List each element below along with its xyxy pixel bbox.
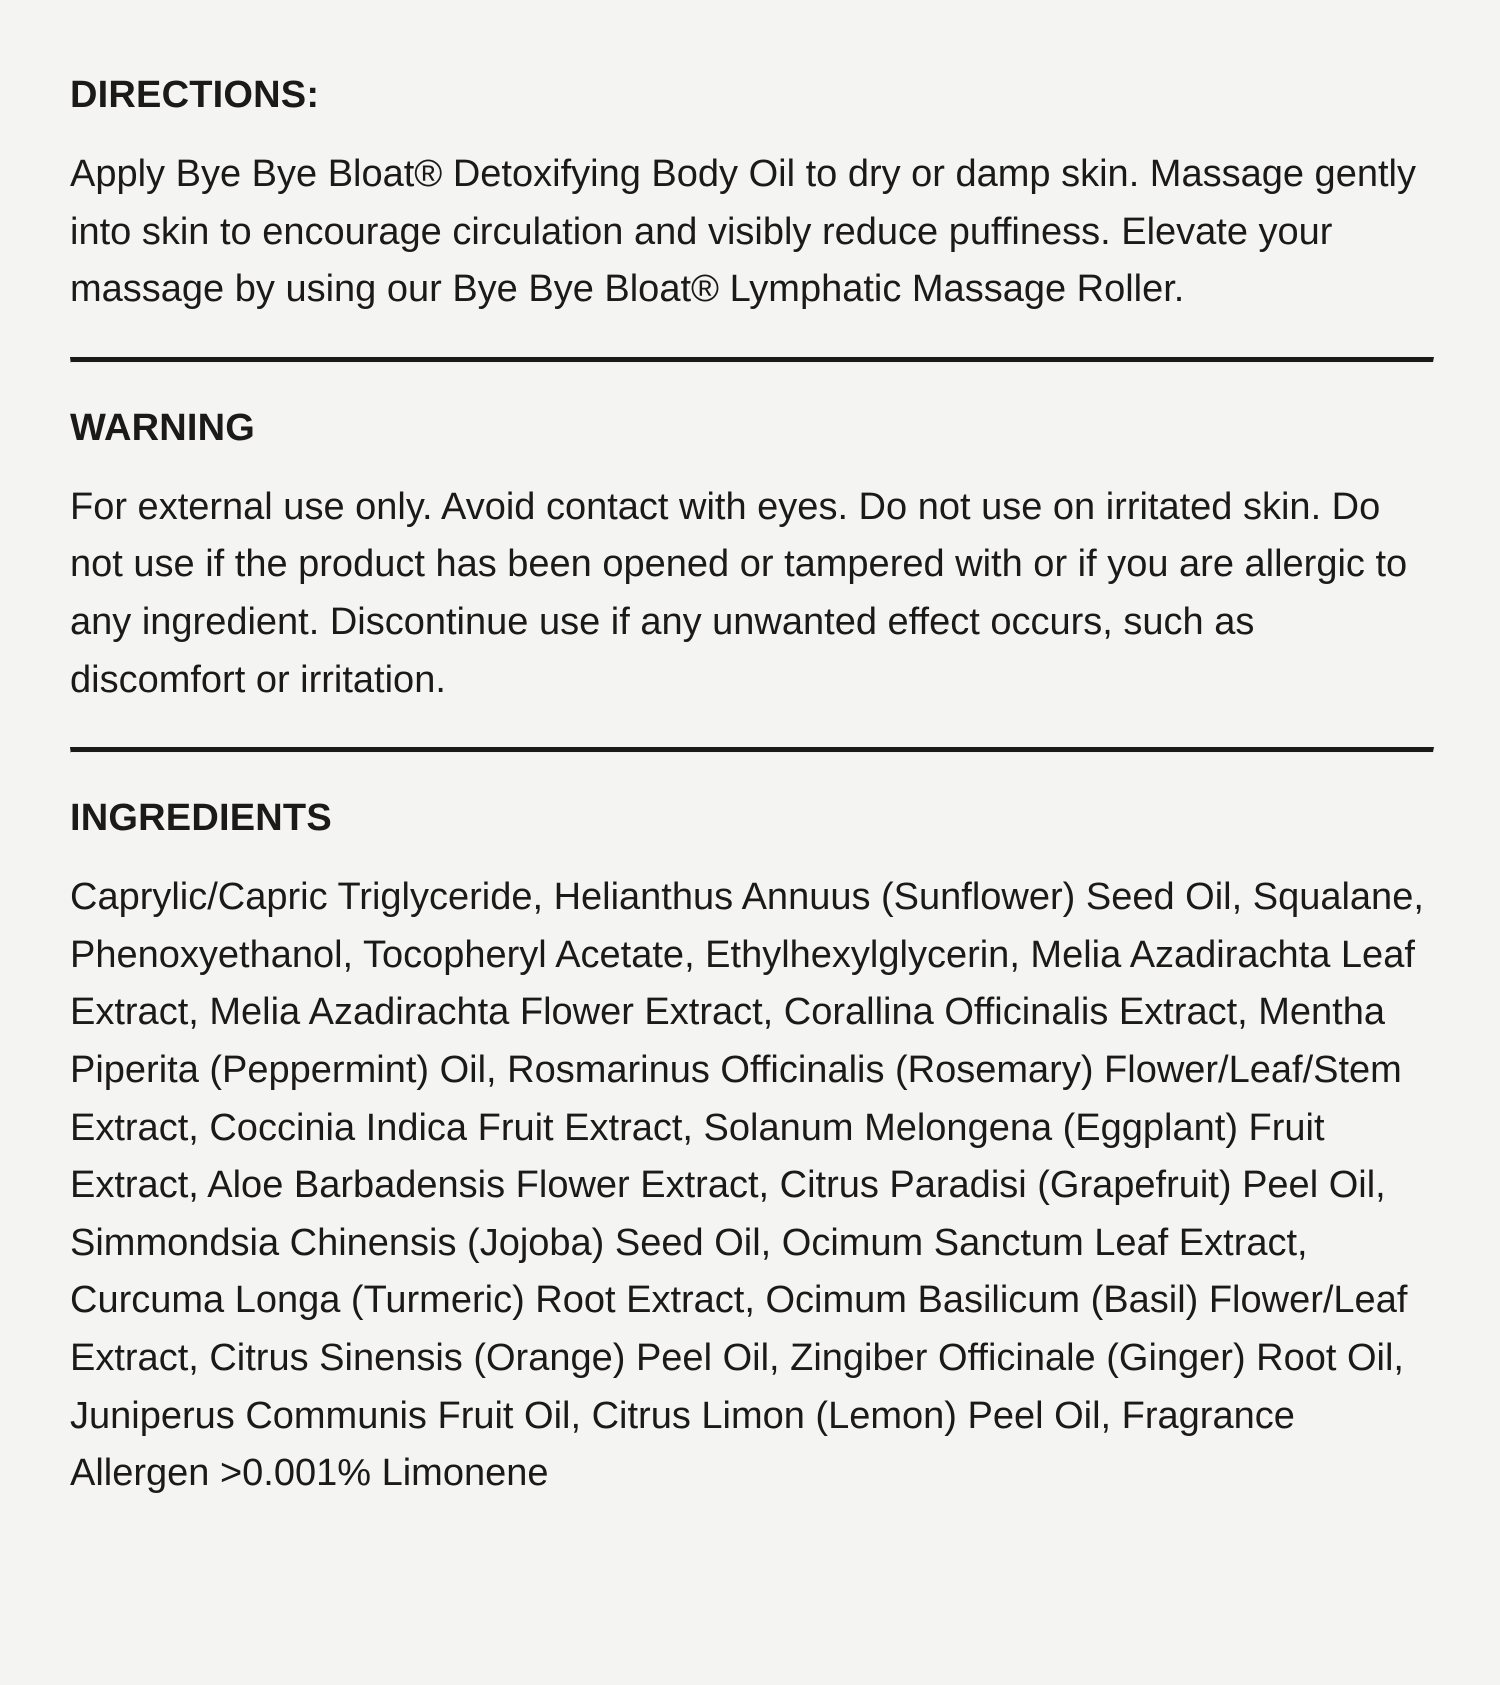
- section-divider: [70, 747, 1434, 753]
- ingredients-heading: INGREDIENTS: [70, 797, 332, 840]
- directions-heading: DIRECTIONS:: [70, 74, 320, 116]
- directions-section: [70, 68, 1430, 319]
- warning-section: [70, 401, 1430, 709]
- section-divider: [70, 357, 1434, 363]
- warning-heading: WARNING: [70, 406, 256, 449]
- ingredients-section: [70, 791, 1430, 1503]
- ingredients-text: Caprylic/Capric Triglyceride, Helianthus Annuus (Sunflower) Seed Oil, Squalane, Phenoxyethanol, Tocopheryl Acetate, Ethylhexylglycerin, Melia Azadirachta Leaf Extract, Melia Azadirachta Flower Extract, Corallina Officinalis Extract, Mentha Piperita (Peppermint) Oil, Rosmarinus Officinalis (Rosemary) Flower/Leaf/Stem Extract, Coccinia Indica Fruit Extract, Solanum Melongena (Eggplant) Fruit Extract, Aloe Barbadensis Flower Extract, Citrus Paradisi (Grapefruit) Peel Oil, Simmondsia Chinensis (Jojoba) Seed Oil, Ocimum Sanctum Leaf Extract, Curcuma Longa (Turmeric) Root Extract, Ocimum Basilicum (Basil) Flower/Leaf Extract, Citrus Sinensis (Orange) Peel Oil, Zingiber Officinale (Ginger) Root Oil, Juniperus Communis Fruit Oil, Citrus Limon (Lemon) Peel Oil, Fragrance Allergen >0.001% Limonene: [70, 876, 1424, 1495]
- directions-text: Apply Bye Bye Bloat® Detoxifying Body Oil to dry or damp skin. Massage gently into skin to encourage circulation and visibly reduce puffiness. Elevate your massage by using our Bye Bye Bloat® Lymphatic Massage Roller.: [70, 153, 1416, 311]
- warning-text: For external use only. Avoid contact with eyes. Do not use on irritated skin. Do not use if the product has been opened or tampered with or if you are allergic to any ingredient. Discontinue use if any unwanted effect occurs, such as discomfort or irritation.: [70, 485, 1408, 701]
